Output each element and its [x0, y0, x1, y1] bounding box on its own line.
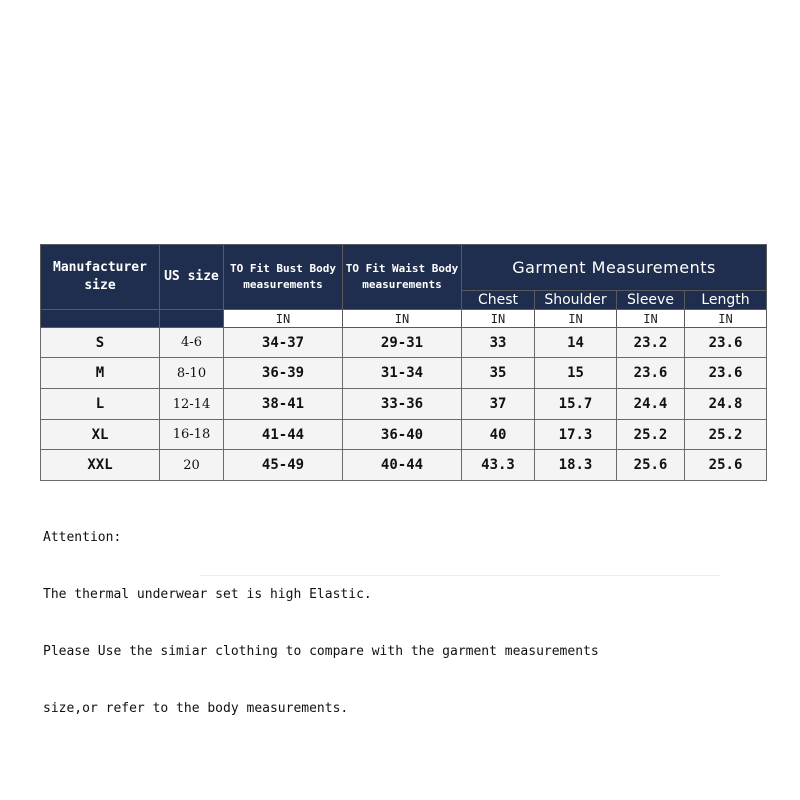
- unit-spacer: [160, 310, 224, 328]
- waist-cell: 40-44: [343, 450, 462, 481]
- us-size-cell: 16-18: [160, 420, 224, 450]
- size-cell: S: [41, 328, 160, 358]
- length-cell: 23.6: [685, 328, 767, 358]
- unit-label-length: IN: [685, 310, 767, 328]
- sleeve-cell: 23.6: [617, 358, 685, 389]
- unit-label-shoulder: IN: [535, 310, 617, 328]
- length-cell: 23.6: [685, 358, 767, 389]
- shoulder-cell: 18.3: [535, 450, 617, 481]
- divider: [200, 575, 720, 576]
- header-waist-measurements: TO Fit Waist Body measurements: [343, 245, 462, 310]
- table-row: [41, 420, 767, 450]
- chest-cell: 33: [462, 328, 535, 358]
- unit-label-chest: IN: [462, 310, 535, 328]
- bust-cell: 41-44: [224, 420, 343, 450]
- unit-spacer: [41, 310, 160, 328]
- header-bust-measurements: TO Fit Bust Body measurements: [224, 245, 343, 310]
- header-us-size: US size: [160, 245, 224, 310]
- table-row: [41, 358, 767, 389]
- chest-cell: 40: [462, 420, 535, 450]
- chest-cell: 35: [462, 358, 535, 389]
- waist-cell: 33-36: [343, 389, 462, 420]
- attention-compare-note: Please Use the simiar clothing to compare with the garment measurements: [43, 644, 599, 659]
- header-length: Length: [685, 291, 767, 310]
- header-chest: Chest: [462, 291, 535, 310]
- table-row: [41, 450, 767, 481]
- sleeve-cell: 25.2: [617, 420, 685, 450]
- us-size-cell: 4-6: [160, 328, 224, 358]
- size-chart-table: [40, 244, 767, 481]
- length-cell: 25.6: [685, 450, 767, 481]
- shoulder-cell: 15: [535, 358, 617, 389]
- bust-cell: 45-49: [224, 450, 343, 481]
- size-cell: XXL: [41, 450, 160, 481]
- size-cell: L: [41, 389, 160, 420]
- unit-label-bust: IN: [224, 310, 343, 328]
- unit-label-waist: IN: [343, 310, 462, 328]
- table-row: [41, 389, 767, 420]
- attention-refer-note: size,or refer to the body measurements.: [43, 701, 349, 716]
- attention-heading: Attention:: [43, 530, 122, 545]
- size-cell: XL: [41, 420, 160, 450]
- attention-elastic-note: The thermal underwear set is high Elastic.: [43, 587, 372, 602]
- unit-label-sleeve: IN: [617, 310, 685, 328]
- shoulder-cell: 15.7: [535, 389, 617, 420]
- waist-cell: 29-31: [343, 328, 462, 358]
- table-row: [41, 328, 767, 358]
- bust-cell: 36-39: [224, 358, 343, 389]
- sleeve-cell: 25.6: [617, 450, 685, 481]
- bust-cell: 38-41: [224, 389, 343, 420]
- us-size-cell: 12-14: [160, 389, 224, 420]
- bust-cell: 34-37: [224, 328, 343, 358]
- length-cell: 25.2: [685, 420, 767, 450]
- waist-cell: 36-40: [343, 420, 462, 450]
- header-sleeve: Sleeve: [617, 291, 685, 310]
- header-garment-measurements: Garment Measurements: [462, 245, 767, 291]
- attention-notes: [43, 490, 763, 737]
- header-shoulder: Shoulder: [535, 291, 617, 310]
- us-size-cell: 8-10: [160, 358, 224, 389]
- shoulder-cell: 17.3: [535, 420, 617, 450]
- header-manufacturer-size: Manufacturer size: [41, 245, 160, 310]
- chest-cell: 37: [462, 389, 535, 420]
- chest-cell: 43.3: [462, 450, 535, 481]
- us-size-cell: 20: [160, 450, 224, 481]
- waist-cell: 31-34: [343, 358, 462, 389]
- sleeve-cell: 24.4: [617, 389, 685, 420]
- shoulder-cell: 14: [535, 328, 617, 358]
- size-cell: M: [41, 358, 160, 389]
- sleeve-cell: 23.2: [617, 328, 685, 358]
- length-cell: 24.8: [685, 389, 767, 420]
